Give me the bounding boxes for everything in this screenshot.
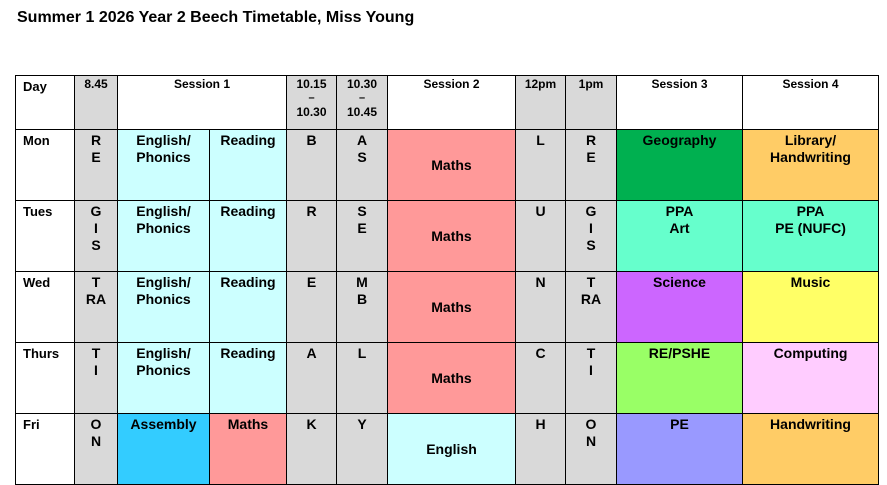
session-4-cell: Music xyxy=(743,272,879,343)
session-1b-cell: Reading xyxy=(210,272,287,343)
registration-pm-cell: G I S xyxy=(566,201,617,272)
lunch-cell: C xyxy=(516,343,566,414)
row-tues xyxy=(16,201,879,272)
session-1a-cell: English/ Phonics xyxy=(118,130,210,201)
registration-pm-cell: R E xyxy=(566,130,617,201)
session-3-cell: RE/PSHE xyxy=(617,343,743,414)
registration-cell: R E xyxy=(75,130,118,201)
session-2-cell: Maths xyxy=(388,130,516,201)
assembly-cell: A S xyxy=(337,130,388,201)
session-3-cell: Science xyxy=(617,272,743,343)
header-1015-start: 10.15 xyxy=(296,77,327,91)
header-day: Day xyxy=(16,76,75,130)
header-row xyxy=(16,76,879,130)
header-session-4: Session 4 xyxy=(743,76,879,130)
session-1b-cell: Reading xyxy=(210,201,287,272)
assembly-cell: M B xyxy=(337,272,388,343)
header-12pm: 12pm xyxy=(516,76,566,130)
break-cell: A xyxy=(287,343,337,414)
header-1030-start: 10.30 xyxy=(346,77,378,91)
header-1030-sep: – xyxy=(358,92,366,104)
header-session-1: Session 1 xyxy=(118,76,287,130)
row-wed xyxy=(16,272,879,343)
registration-pm-cell: O N xyxy=(566,414,617,485)
session-4-cell: Handwriting xyxy=(743,414,879,485)
session-2-cell: English xyxy=(388,414,516,485)
registration-cell: G I S xyxy=(75,201,118,272)
lunch-cell: U xyxy=(516,201,566,272)
registration-cell: T RA xyxy=(75,272,118,343)
page-title: Summer 1 2026 Year 2 Beech Timetable, Miss Young xyxy=(17,9,415,26)
session-2-cell: Maths xyxy=(388,343,516,414)
day-name: Fri xyxy=(16,414,75,485)
session-1a-cell: Assembly xyxy=(118,414,210,485)
assembly-cell: L xyxy=(337,343,388,414)
header-1030-end: 10.45 xyxy=(346,105,378,119)
break-cell: E xyxy=(287,272,337,343)
header-1pm: 1pm xyxy=(566,76,617,130)
session-4-cell: Computing xyxy=(743,343,879,414)
lunch-cell: L xyxy=(516,130,566,201)
session-3-cell: PPA Art xyxy=(617,201,743,272)
session-1a-cell: English/ Phonics xyxy=(118,272,210,343)
assembly-cell: Y xyxy=(337,414,388,485)
session-3-cell: PE xyxy=(617,414,743,485)
header-1030 xyxy=(337,76,388,130)
lunch-cell: N xyxy=(516,272,566,343)
row-thurs xyxy=(16,343,879,414)
day-name: Thurs xyxy=(16,343,75,414)
header-1015-sep: – xyxy=(308,92,315,104)
session-2-cell: Maths xyxy=(388,201,516,272)
session-1b-cell: Maths xyxy=(210,414,287,485)
header-session-3: Session 3 xyxy=(617,76,743,130)
break-cell: K xyxy=(287,414,337,485)
lunch-cell: H xyxy=(516,414,566,485)
header-session-2: Session 2 xyxy=(388,76,516,130)
break-cell: B xyxy=(287,130,337,201)
header-845: 8.45 xyxy=(75,76,118,130)
session-1a-cell: English/ Phonics xyxy=(118,343,210,414)
session-4-cell: Library/ Handwriting xyxy=(743,130,879,201)
day-name: Tues xyxy=(16,201,75,272)
day-name: Mon xyxy=(16,130,75,201)
header-1015 xyxy=(287,76,337,130)
session-4-cell: PPA PE (NUFC) xyxy=(743,201,879,272)
session-1b-cell: Reading xyxy=(210,343,287,414)
session-1b-cell: Reading xyxy=(210,130,287,201)
row-mon xyxy=(16,130,879,201)
session-3-cell: Geography xyxy=(617,130,743,201)
session-1a-cell: English/ Phonics xyxy=(118,201,210,272)
day-name: Wed xyxy=(16,272,75,343)
registration-pm-cell: T I xyxy=(566,343,617,414)
assembly-cell: S E xyxy=(337,201,388,272)
header-1015-end: 10.30 xyxy=(296,105,327,119)
timetable xyxy=(15,75,879,485)
registration-cell: O N xyxy=(75,414,118,485)
registration-pm-cell: T RA xyxy=(566,272,617,343)
registration-cell: T I xyxy=(75,343,118,414)
row-fri xyxy=(16,414,879,485)
break-cell: R xyxy=(287,201,337,272)
session-2-cell: Maths xyxy=(388,272,516,343)
